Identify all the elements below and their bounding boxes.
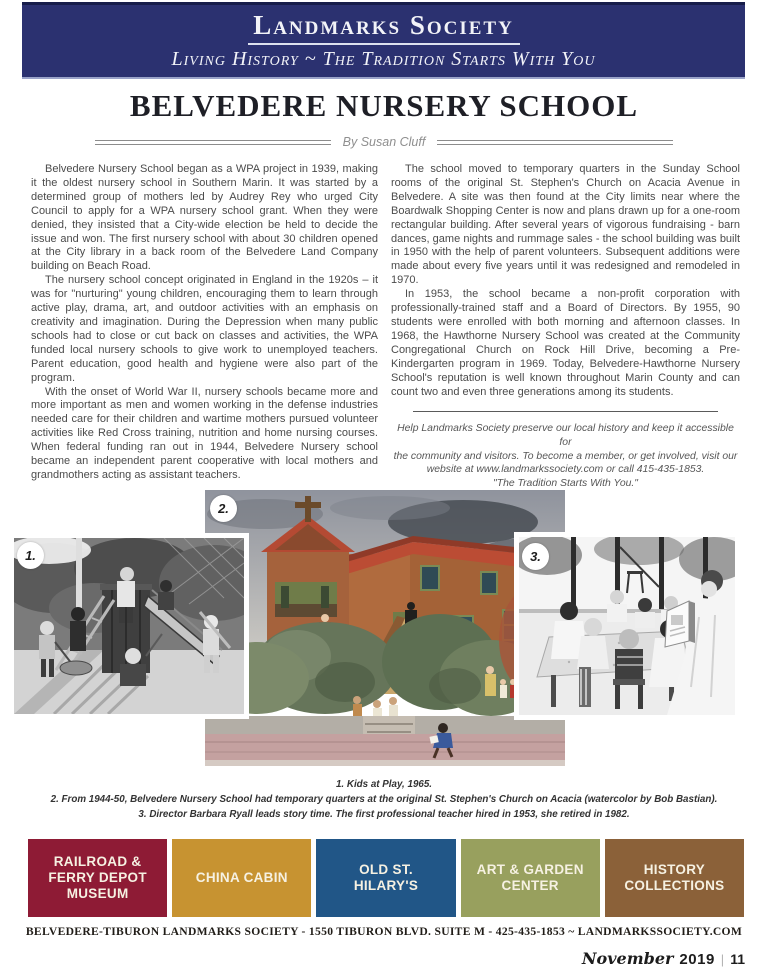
nav-box-china-cabin: CHINA CABIN [172,839,311,917]
paragraph: With the onset of World War II, nursery schools became more and more important as men and women working in the defense industries needed care for their children and wartime mothers pursued volunteer activities like Red Cross training, nutrition and home nursing courses. When federal funding ran out in 1944, Belvedere Nursery school became an independent parent cooperative with local mothers and grandmothers acting as assistant teachers. [31,385,378,481]
nav-box-art-garden-center: ART & GARDEN CENTER [461,839,600,917]
issue-year: 2019 [679,951,715,968]
photo-badge-2: 2. [210,495,237,522]
paragraph: In 1953, the school became a non-profit corporation with professionally-trained staff and a Board of Directors. By 1955, 90 students were enrolled with both morning and afternoon classes. In 1968, the Hawthorne Nursery School was created at the Community Congregational Church on Rock Hill Drive, becoming a Pre-Kindergarten program in 1969. Today, Belvedere-Hawthorne Nursery School's reputation is well known throughout Marin County and can count two and even three generations among its students. [391,288,740,398]
caption-1: 1. Kids at Play, 1965. [335,779,433,790]
nav-box-old-st-hilarys: OLD ST. HILARY'S [316,839,455,917]
cross-icon [305,496,311,522]
masthead-title: Landmarks Society [253,10,514,40]
paragraph: Belvedere Nursery School began as a WPA project in 1939, making it the oldest nursery school in Southern Marin. It was started by a determined group of mothers led by Audrey Rey who urged City Council to apply for a WPA nursery school grant. When they were denied, they insisted that a City-wide election be held to decide the issue and won. The first nursery school with about 30 children opened at the City library in a back room of the Belvedere Land Company building on Beach Road. [31,163,378,273]
paragraph: The nursery school concept originated in England in the 1920s – it was for "nurturing" young children, encouraging them to learn through active play, drama, art, and outdoor activities with an emphasis on creativity and imagination. During the Depression when many public schools had to close or cut back on classes and activities, the WPA funded local nursery schools to give work to unemployed teachers. Parent education, good health and hygiene were also part of the program. [31,274,378,384]
callout-line: Help Landmarks Society preserve our local history and keep it accessible for [397,423,734,448]
callout-line: the community and visitors. To become a member, or get involved, visit our [393,450,738,462]
page-separator: | [720,952,725,967]
nav-box-railroad-ferry-depot-museum: RAILROAD & FERRY DEPOT MUSEUM [28,839,167,917]
masthead-divider [248,43,520,45]
caption-2: 2. From 1944-50, Belvedere Nursery School had temporary quarters at the original St. Stephen's Church on Acacia (watercolor by Bob Bastian). [50,794,718,805]
storytime-photo-art [519,537,735,715]
byline-row [95,134,673,150]
page-info [582,949,745,971]
church-watercolor-art [205,490,565,766]
callout-quote: "The Tradition Starts With You." [493,477,638,489]
playground-photo-art [14,538,244,714]
membership-callout [391,422,740,490]
article-title: BELVEDERE NURSERY SCHOOL [129,88,639,123]
masthead-tagline: Living History ~ The Tradition Starts With You [171,47,596,70]
paragraph: The school moved to temporary quarters in the Sunday School rooms of the original St. Stephen's Church on Acacia Avenue in Belvedere. A site was then found at the City limits near where the Boardwalk Shopping Center is now and plans drawn up for a one-room rectangular building. After several years of vigorous fundraising - barn dances, game nights and rummage sales - the school building was built in 1950 with the help of parent volunteers. Subsequent additions were made about every five years until it was redesigned and remodeled in 1970. [391,163,740,287]
landmarks-nav-row [28,839,744,917]
photo-collage [0,488,768,770]
photo-captions [0,777,768,822]
society-address-line: BELVEDERE-TIBURON LANDMARKS SOCIETY - 1550 TIBURON BLVD. SUITE M - 425-435-1853 ~ LANDMARKSSOCIETY.COM [25,925,743,938]
byline-rule-right [437,140,673,145]
photo-badge-3: 3. [522,543,549,570]
photo-church-watercolor [205,490,565,766]
photo-badge-1: 1. [17,542,44,569]
page-number: 11 [730,951,745,967]
body-column-left [31,163,378,483]
masthead-banner [22,2,745,79]
byline-rule-left [95,140,331,145]
caption-3: 3. Director Barbara Ryall leads story time. The first professional teacher hired in 1953, she retired in 1982. [138,809,630,820]
issue-month: November [581,949,674,968]
byline: By Susan Cluff [342,135,426,149]
body-column-right [391,163,740,490]
photo-kids-at-play [9,533,249,719]
callout-line: website at www.landmarkssociety.com or call 415-435-1853. [426,464,705,476]
callout-divider [413,411,718,412]
nav-box-history-collections: HISTORY COLLECTIONS [605,839,744,917]
